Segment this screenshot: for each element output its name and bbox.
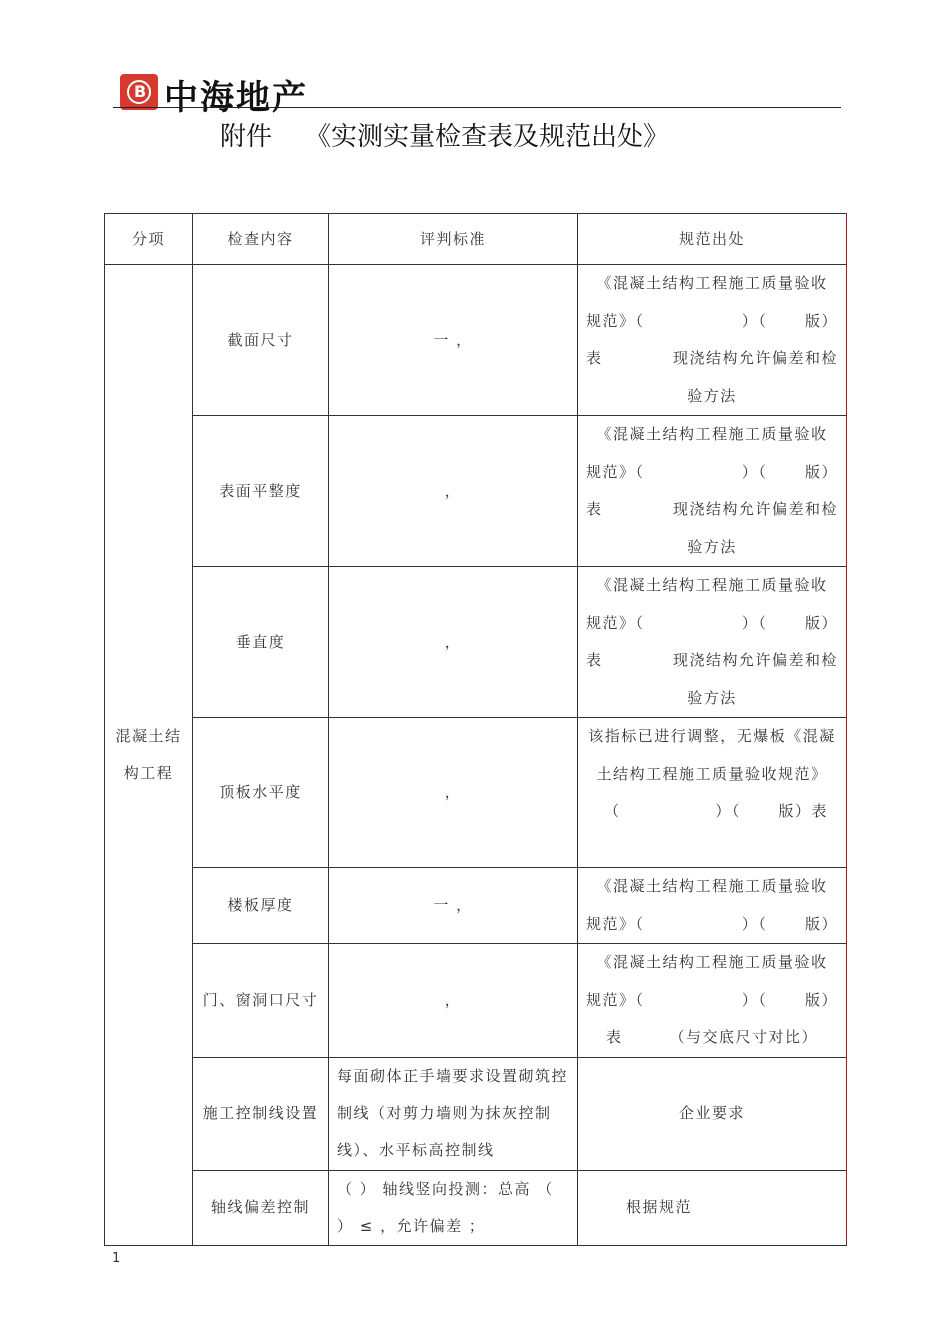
table-row — [105, 1170, 847, 1245]
standard-cell: 每面砌体正手墙要求设置砌筑控制线（对剪力墙则为抹灰控制线）、水平标高控制线 — [329, 1057, 578, 1170]
header-standard: 评判标准 — [329, 214, 578, 265]
standard-cell: （ ） 轴线竖向投测：总高 （ ） ≤ ，允许偏差 ； — [329, 1170, 578, 1245]
item-cell: 施工控制线设置 — [193, 1057, 329, 1170]
standard-cell: ， — [329, 944, 578, 1058]
header-category: 分项 — [105, 214, 193, 265]
standard-cell: 一 ， — [329, 868, 578, 944]
header-item: 检查内容 — [193, 214, 329, 265]
item-cell: 门、窗洞口尺寸 — [193, 944, 329, 1058]
reference-cell: 该指标已进行调整，无爆板《混凝 土结构工程施工质量验收规范》 （ ）（ 版）表 — [578, 718, 847, 868]
reference-cell: 《混凝土结构工程施工质量验收 规范》（ ）（ 版） 表 现浇结构允许偏差和检 验方法 — [578, 567, 847, 718]
item-cell: 截面尺寸 — [193, 265, 329, 416]
standard-cell: 一 ， — [329, 265, 578, 416]
reference-cell: 《混凝土结构工程施工质量验收 规范》（ ）（ 版） 表 （与交底尺寸对比） — [578, 944, 847, 1058]
item-cell: 轴线偏差控制 — [193, 1170, 329, 1245]
item-cell: 顶板水平度 — [193, 718, 329, 868]
standard-cell: ， — [329, 718, 578, 868]
standard-cell: ， — [329, 416, 578, 567]
item-cell: 垂直度 — [193, 567, 329, 718]
item-cell: 楼板厚度 — [193, 868, 329, 944]
reference-cell: 《混凝土结构工程施工质量验收 规范》（ ）（ 版） 表 现浇结构允许偏差和检 验方法 — [578, 416, 847, 567]
page-number: 1 — [112, 1251, 121, 1266]
inspection-table — [104, 213, 847, 1246]
brand-name: 中海地产 — [164, 78, 308, 118]
table-row — [105, 416, 847, 567]
table-header-row — [105, 214, 847, 265]
item-cell: 表面平整度 — [193, 416, 329, 567]
reference-cell: 《混凝土结构工程施工质量验收 规范》（ ）（ 版） 表 现浇结构允许偏差和检 验方法 — [578, 265, 847, 416]
table-row — [105, 868, 847, 944]
table-row — [105, 1057, 847, 1170]
document-title: 附件 《实测实量检查表及规范出处》 — [220, 122, 670, 152]
page-margin-line — [846, 213, 847, 1243]
category-cell: 混凝土结构工程 — [105, 265, 193, 1246]
reference-cell: 企业要求 — [578, 1057, 847, 1170]
table-row — [105, 567, 847, 718]
company-logo-icon: B — [120, 74, 158, 110]
reference-cell: 《混凝土结构工程施工质量验收 规范》（ ）（ 版） — [578, 868, 847, 944]
header-reference: 规范出处 — [578, 214, 847, 265]
table-row — [105, 718, 847, 868]
table-row — [105, 265, 847, 416]
standard-cell: ， — [329, 567, 578, 718]
reference-cell: 根据规范 — [578, 1170, 847, 1245]
header-divider — [113, 107, 841, 108]
table-row — [105, 944, 847, 1058]
